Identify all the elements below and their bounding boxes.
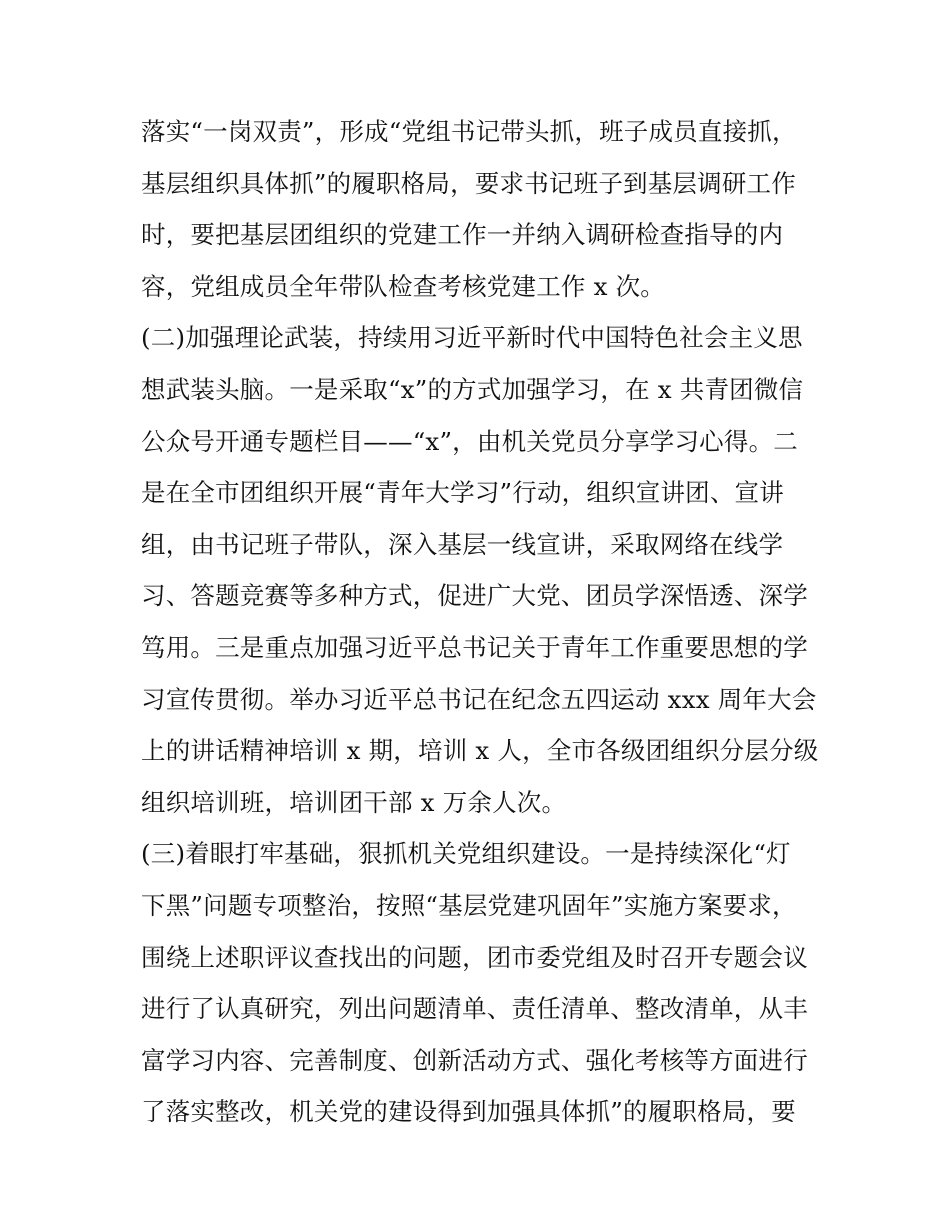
text-line: 习宣传贯彻。举办习近平总书记在纪念五四运动 xxx 周年大会 xyxy=(141,684,817,714)
text-line: 是在全市团组织开展“青年大学习”行动，组织宣讲团、宣讲 xyxy=(141,478,784,508)
text-line: 了落实整改，机关党的建设得到加强具体抓”的履职格局，要 xyxy=(141,1097,796,1127)
text-line: 组，由书记班子带队，深入基层一线宣讲，采取网络在线学 xyxy=(141,529,784,559)
text-line: 想武装头脑。一是采取“x”的方式加强学习，在 x 共青团微信 xyxy=(141,374,804,404)
text-line: 进行了认真研究，列出问题清单、责任清单、整改清单，从丰 xyxy=(141,994,808,1024)
body-text xyxy=(141,106,821,1138)
text-line: 基层组织具体抓”的履职格局，要求书记班子到基层调研工作 xyxy=(141,168,796,198)
text-line: 下黑”问题专项整治，按照“基层党建巩固年”实施方案要求， xyxy=(141,890,797,920)
text-line: 容，党组成员全年带队检查考核党建工作 x 次。 xyxy=(141,271,665,301)
text-line: 习、答题竞赛等多种方式，促进广大党、团员学深悟透、深学 xyxy=(141,581,808,611)
text-line: 组织培训班，培训团干部 x 万余人次。 xyxy=(141,787,567,817)
text-line: 围绕上述职评议查找出的问题，团市委党组及时召开专题会议 xyxy=(141,942,808,972)
text-line: 落实“一岗双责”，形成“党组书记带头抓，班子成员直接抓， xyxy=(141,117,797,146)
text-line: 富学习内容、完善制度、创新活动方式、强化考核等方面进行 xyxy=(141,1045,808,1075)
text-line: 上的讲话精神培训 x 期，培训 x 人，全市各级团组织分层分级 xyxy=(141,736,819,766)
text-line: 公众号开通专题栏目——“x”，由机关党员分享学习心得。二 xyxy=(141,426,798,456)
section-heading-line: (三)着眼打牢基础，狠抓机关党组织建设。一是持续深化“灯 xyxy=(141,839,791,869)
text-line: 笃用。三是重点加强习近平总书记关于青年工作重要思想的学 xyxy=(141,632,808,662)
section-heading-line: (二)加强理论武装，持续用习近平新时代中国特色社会主义思 xyxy=(141,323,803,353)
text-line: 时，要把基层团组织的党建工作一并纳入调研检查指导的内 xyxy=(141,220,784,250)
